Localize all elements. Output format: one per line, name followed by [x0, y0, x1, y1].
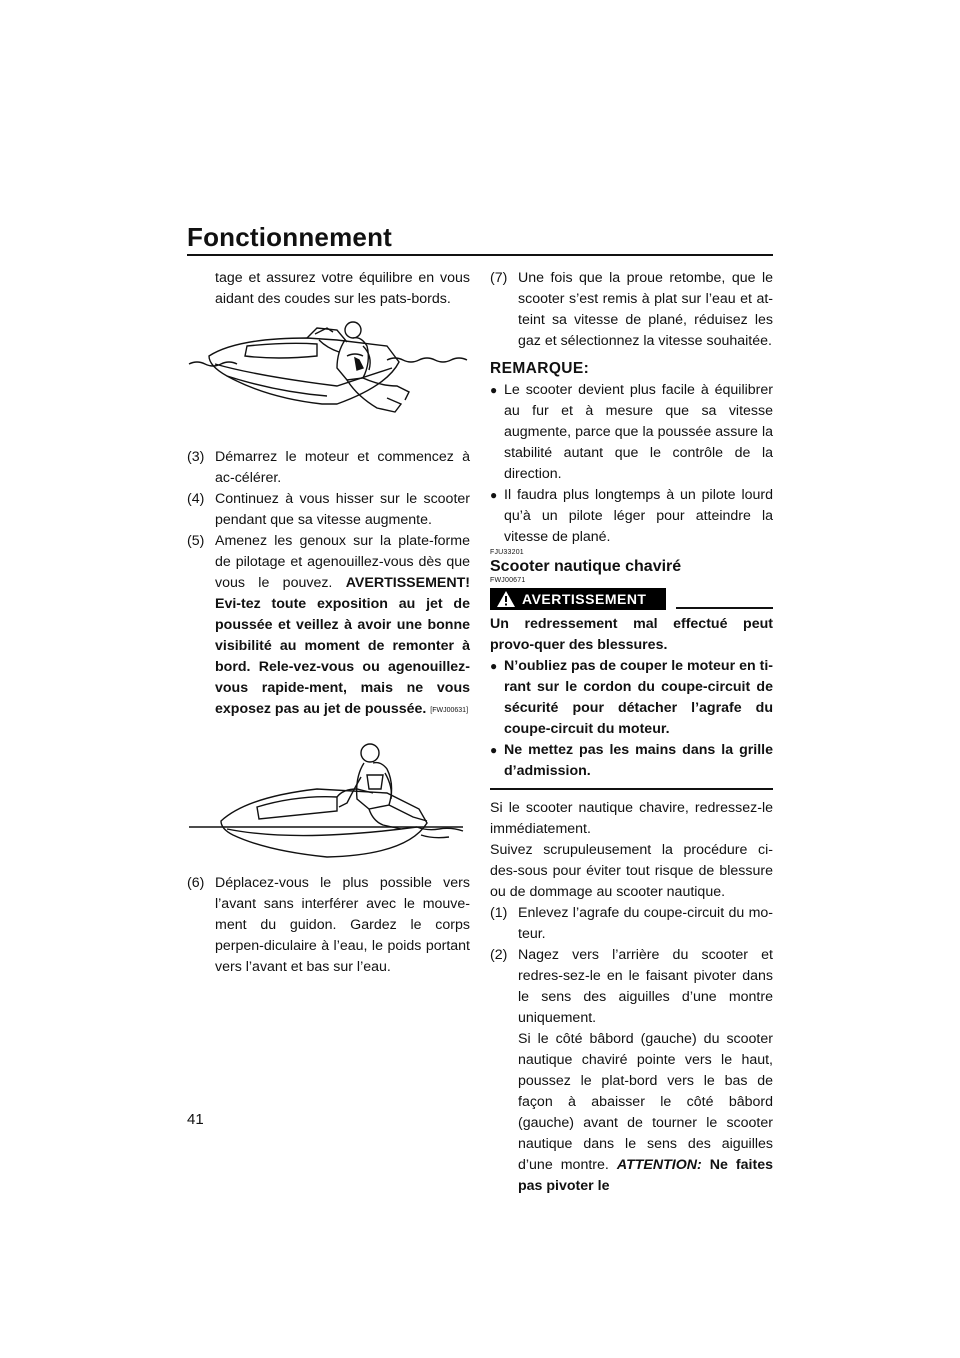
- bullet-dot-icon: ●: [490, 659, 498, 673]
- step-text: Enlevez l’agrafe du coupe-circuit du mo-teur.: [518, 905, 773, 942]
- remarque-text: Il faudra plus longtemps à un pilote lourd qu’à un pilote léger pour atteindre la vitesse de plané.: [504, 487, 773, 545]
- warning-item: [490, 656, 773, 740]
- step-6: [187, 873, 470, 978]
- section-heading: Scooter nautique chaviré: [490, 558, 682, 575]
- step-1: [490, 903, 773, 945]
- step-number: (2): [490, 947, 508, 963]
- step-number: (5): [187, 533, 205, 549]
- warning-label-box: [490, 588, 666, 610]
- warning-code: FWJ00671: [490, 577, 526, 584]
- left-column: [187, 268, 470, 978]
- remarque-item: [490, 485, 773, 548]
- step-number: (1): [490, 905, 508, 921]
- step-text: Continuez à vous hisser sur le scooter pendant que sa vitesse augmente.: [215, 491, 470, 528]
- warning-reference-code: [FWJ00631]: [430, 707, 469, 714]
- bullet-dot-icon: ●: [490, 488, 498, 502]
- bullet-dot-icon: ●: [490, 383, 498, 397]
- step-5: [187, 531, 470, 721]
- kneeling-rider-illustration: [187, 727, 470, 867]
- continued-text: tage et assurez votre équilibre en vous aidant des coudes sur les pats-bords.: [215, 270, 470, 307]
- step-text: Démarrez le moteur et commencez à ac-célérer.: [215, 449, 470, 486]
- paragraph: Suivez scrupuleusement la procédure ci-des-sous pour éviter tout risque de blessure ou de dommage au scooter nautique.: [490, 842, 773, 900]
- right-column: [490, 268, 773, 1197]
- remarque-heading: REMARQUE:: [490, 360, 590, 377]
- page-title: Fonctionnement: [187, 222, 393, 252]
- step-4: [187, 489, 470, 531]
- title-rule: [187, 254, 773, 256]
- warning-item: [490, 740, 773, 782]
- boarding-illustration: [187, 316, 470, 441]
- step-2: [490, 945, 773, 1029]
- step-2-continuation: [490, 1029, 773, 1197]
- section-code: FJU33201: [490, 549, 524, 556]
- bullet-dot-icon: ●: [490, 743, 498, 757]
- warning-item-text: N’oubliez pas de couper le moteur en ti-rant sur le cordon du coupe-circuit de sécurité pour détacher l’agrafe du coupe-circuit du moteur.: [504, 658, 773, 737]
- step-text: Amenez les genoux sur la plate-forme de pilotage et agenouillez-vous dès que vous le pouvez.: [215, 533, 470, 591]
- page-number: 41: [187, 1111, 204, 1128]
- step-warning: AVERTISSEMENT! Evi-tez toute exposition au jet de poussée et veillez à avoir une bonne visibilité au moment de remonter à bord. Rele-vez-vous ou agenouillez-vous rapide-ment, mais ne vous exposez pas au jet de poussée.: [215, 575, 470, 717]
- step-text: Une fois que la proue retombe, que le scooter s’est remis à plat sur l’eau et at-teint sa vitesse de plané, réduisez les gaz et sélectionnez la vitesse souhaitée.: [518, 270, 773, 349]
- step-number: (7): [490, 270, 508, 286]
- step-number: (3): [187, 449, 205, 465]
- step-number: (6): [187, 875, 205, 891]
- warning-triangle-icon: [496, 590, 516, 608]
- attention-text: Ne faites pas pivoter le: [518, 1157, 773, 1194]
- step-text: Nagez vers l’arrière du scooter et redres-sez-le en le faisant pivoter dans le sens des aiguilles d’une montre uniquement.: [518, 947, 773, 1026]
- warning-intro: Un redressement mal effectué peut provo-quer des blessures.: [490, 616, 773, 653]
- step-3: [187, 447, 470, 489]
- remarque-text: Le scooter devient plus facile à équilibrer au fur et à mesure que sa vitesse augmente, parce que la poussée assure la stabilité autant que le contrôle de la direction.: [504, 382, 773, 482]
- step-text: Déplacez-vous le plus possible vers l’avant sans interférer avec le mouve-ment du guidon. Gardez le corps perpen-diculaire à l’eau, le poids portant vers l’avant et bas sur l’eau.: [215, 875, 470, 975]
- step-number: (4): [187, 491, 205, 507]
- step-2-continuation-text: Si le côté bâbord (gauche) du scooter nautique chaviré pointe vers le haut, poussez le plat-bord vers le bas de façon à abaisser le côté bâbord (gauche) avant de tourner le scooter nautique dans le sens des aiguilles d’une montre.: [518, 1031, 773, 1173]
- paragraph: Si le scooter nautique chavire, redressez-le immédiatement.: [490, 800, 773, 837]
- step-7: [490, 268, 773, 352]
- warning-label: AVERTISSEMENT: [522, 591, 647, 607]
- warning-rule: [676, 607, 773, 609]
- warning-item-text: Ne mettez pas les mains dans la grille d’admission.: [504, 742, 773, 779]
- attention-label: ATTENTION:: [616, 1157, 702, 1173]
- warning-header: [490, 588, 773, 610]
- warning-body: [490, 610, 773, 790]
- remarque-item: [490, 380, 773, 485]
